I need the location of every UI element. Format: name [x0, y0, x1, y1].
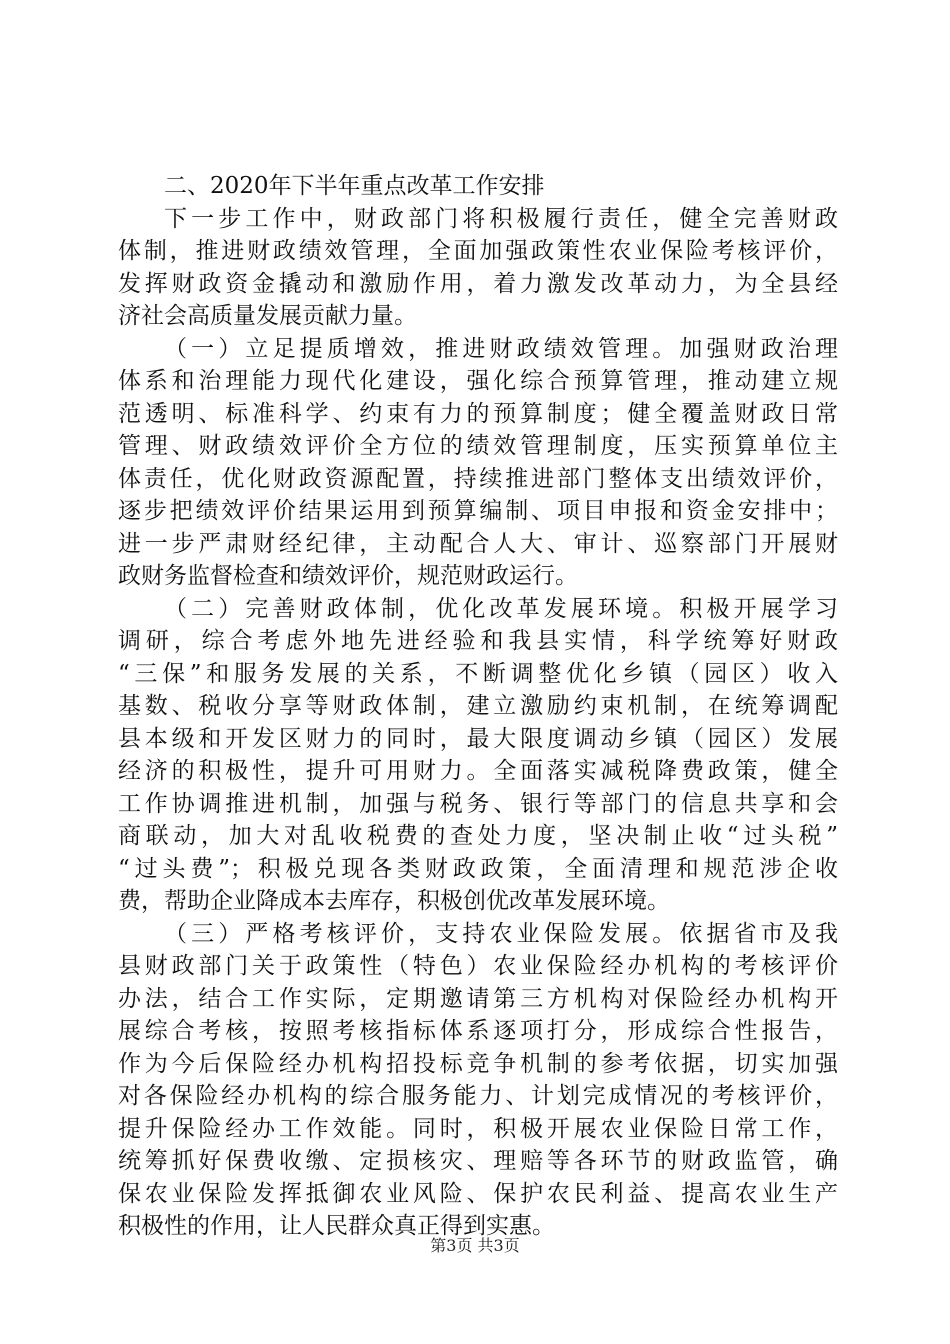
- text-line: 体制，推进财政绩效管理，全面加强政策性农业保险考核评价，: [118, 238, 838, 264]
- text-line: 商联动，加大对乱收税费的查处力度，坚决制止收“过头税”: [118, 823, 838, 849]
- document-body: [118, 170, 838, 1243]
- text-line: 政财务监督检查和绩效评价，规范财政运行。: [118, 563, 578, 589]
- paragraph: [118, 203, 838, 333]
- text-line: 调研，综合考虑外地先进经验和我县实情，科学统筹好财政: [118, 628, 838, 654]
- text-line: 济社会高质量发展贡献力量。: [118, 303, 417, 329]
- text-line: 保农业保险发挥抵御农业风险、保护农民利益、提高农业生产: [118, 1180, 838, 1207]
- text-line: 管理、财政绩效评价全方位的绩效管理制度，压实预算单位主: [118, 433, 838, 459]
- paragraph: [118, 593, 838, 918]
- text-line: 经济的积极性，提升可用财力。全面落实减税降费政策，健全: [118, 758, 838, 784]
- text-line: 办法，结合工作实际，定期邀请第三方机构对保险经办机构开: [118, 985, 838, 1012]
- paragraph: [118, 333, 838, 593]
- text-line: “三保”和服务发展的关系，不断调整优化乡镇（园区）收入: [118, 660, 838, 687]
- text-line: “过头费”；积极兑现各类财政政策，全面清理和规范涉企收: [118, 855, 838, 882]
- text-line: 工作协调推进机制，加强与税务、银行等部门的信息共享和会: [118, 790, 838, 817]
- text-line: （二）完善财政体制，优化改革发展环境。积极开展学习: [164, 595, 838, 622]
- text-line: 费，帮助企业降成本去库存，积极创优改革发展环境。: [118, 888, 670, 914]
- text-line: 展综合考核，按照考核指标体系逐项打分，形成综合性报告，: [118, 1018, 838, 1044]
- text-line: （一）立足提质增效，推进财政绩效管理。加强财政治理: [164, 335, 838, 362]
- text-line: 积极性的作用，让人民群众真正得到实惠。: [118, 1213, 555, 1239]
- text-line: 对各保险经办机构的综合服务能力、计划完成情况的考核评价，: [118, 1083, 838, 1109]
- text-line: 提升保险经办工作效能。同时，积极开展农业保险日常工作，: [118, 1115, 838, 1142]
- text-line: 下一步工作中，财政部门将积极履行责任，健全完善财政: [164, 205, 838, 232]
- text-line: 基数、税收分享等财政体制，建立激励约束机制，在统筹调配: [118, 693, 838, 719]
- text-line: 体责任，优化财政资源配置，持续推进部门整体支出绩效评价，: [118, 465, 838, 492]
- text-line: 发挥财政资金撬动和激励作用，着力激发改革动力，为全县经: [118, 270, 838, 297]
- text-line: （三）严格考核评价，支持农业保险发展。依据省市及我: [164, 920, 838, 947]
- page-footer: 第3页 共3页: [430, 1236, 520, 1255]
- text-line: 县本级和开发区财力的同时，最大限度调动乡镇（园区）发展: [118, 725, 838, 752]
- text-line: 作为今后保险经办机构招投标竞争机制的参考依据，切实加强: [118, 1050, 838, 1077]
- text-line: 体系和治理能力现代化建设，强化综合预算管理，推动建立规: [118, 368, 838, 394]
- text-line: 二、2020年下半年重点改革工作安排: [164, 173, 545, 199]
- text-line: 县财政部门关于政策性（特色）农业保险经办机构的考核评价: [118, 953, 838, 979]
- paragraph: [118, 170, 838, 203]
- text-line: 逐步把绩效评价结果运用到预算编制、项目申报和资金安排中；: [118, 498, 838, 524]
- paragraph: [118, 918, 838, 1243]
- text-line: 范透明、标准科学、约束有力的预算制度；健全覆盖财政日常: [118, 400, 838, 427]
- text-line: 统筹抓好保费收缴、定损核灾、理赔等各环节的财政监管，确: [118, 1148, 838, 1174]
- text-line: 进一步严肃财经纪律，主动配合人大、审计、巡察部门开展财: [118, 530, 838, 557]
